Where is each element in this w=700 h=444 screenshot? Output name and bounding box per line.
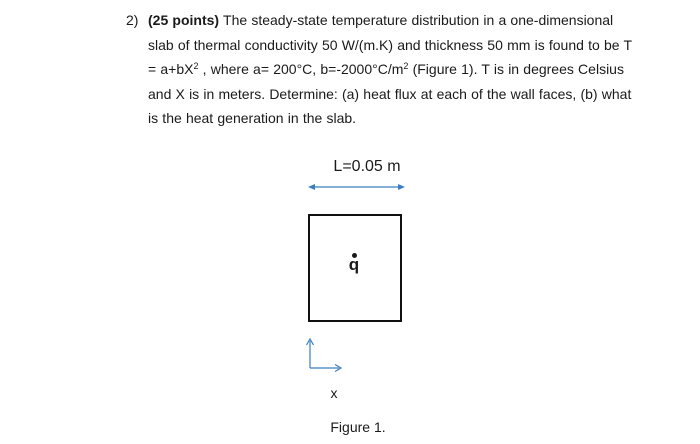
- question-text-part-3: (Figure 1). T is in degrees Celsius and X is in meters. Determine: (a) heat flux at each of the wall faces, (b) what is the heat generation in the slab.: [148, 61, 632, 126]
- question-points: (25 points): [148, 12, 220, 28]
- coordinate-axes: [307, 339, 342, 372]
- question-number: 2): [126, 12, 139, 28]
- question-text-part-2: , where a= 200°C, b=-2000°C/m: [198, 61, 404, 77]
- superscript-squared-2: 2: [403, 61, 409, 71]
- superscript-squared-1: 2: [193, 61, 199, 71]
- dimension-arrow: [308, 184, 405, 190]
- question-text-part-1: The steady-state temperature distribution in a one-dimensional slab of thermal conductivity 50 W/(m.K) and thickness 50 mm is found to be T = a+bX: [148, 12, 632, 77]
- figure-caption: Figure 1.: [330, 419, 386, 435]
- x-axis-label: x: [330, 385, 338, 401]
- thickness-label: L=0.05 m: [333, 158, 401, 175]
- heat-generation-symbol: q: [348, 255, 360, 274]
